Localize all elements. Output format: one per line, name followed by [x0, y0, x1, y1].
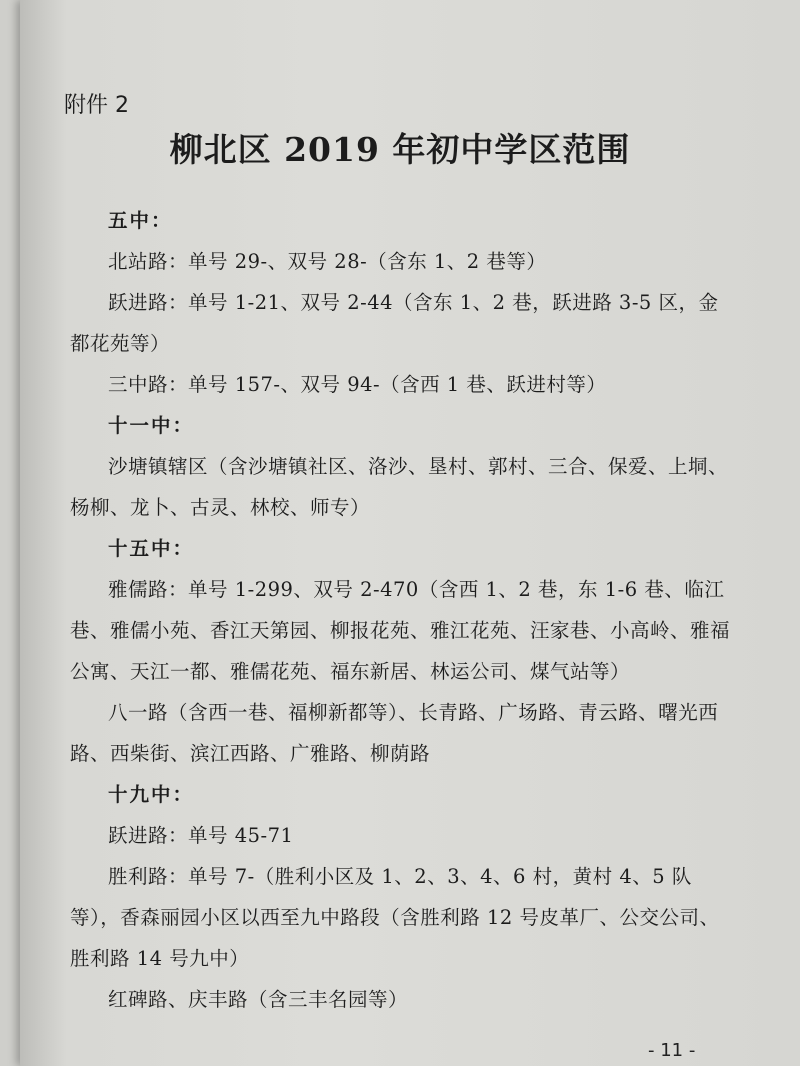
paragraph: 北站路：单号 29-、双号 28-（含东 1、2 巷等） [108, 250, 547, 273]
section-eleven [70, 405, 730, 528]
section-fifteen [70, 528, 730, 774]
section-nineteen [70, 774, 730, 1020]
school-heading: 十九中： [108, 783, 195, 806]
paragraph: 跃进路：单号 45-71 [108, 824, 294, 847]
paragraph: 胜利路：单号 7-（胜利小区及 1、2、3、4、6 村，黄村 4、5 队等），香森丽园小区以西至九中路段（含胜利路 12 号皮革厂、公交公司、胜利路 14 号九中） [70, 865, 720, 970]
paragraph: 跃进路：单号 1-21、双号 2-44（含东 1、2 巷，跃进路 3-5 区，金都花苑等） [70, 291, 719, 355]
attachment-label: 附件 2 [64, 93, 129, 118]
section-five [70, 200, 730, 405]
page-title: 柳北区 2019 年初中学区范围 [169, 130, 631, 169]
document-body [70, 200, 730, 1020]
paragraph: 雅儒路：单号 1-299、双号 2-470（含西 1、2 巷，东 1-6 巷、临江巷、雅儒小苑、香江天第园、柳报花苑、雅江花苑、汪家巷、小高岭、雅福公寓、天江一都、雅儒花苑、福东新居、林运公司、煤气站等） [70, 578, 731, 683]
page-number: - 11 - [648, 1040, 696, 1061]
paragraph: 红碑路、庆丰路（含三丰名园等） [108, 988, 409, 1011]
paragraph: 三中路：单号 157-、双号 94-（含西 1 巷、跃进村等） [108, 373, 607, 396]
school-heading: 十五中： [108, 537, 195, 560]
paragraph: 沙塘镇辖区（含沙塘镇社区、洛沙、垦村、郭村、三合、保爱、上垌、杨柳、龙卜、古灵、林校、师专） [70, 455, 729, 519]
school-heading: 五中： [108, 209, 173, 232]
school-heading: 十一中： [108, 414, 195, 437]
paragraph: 八一路（含西一巷、福柳新都等）、长青路、广场路、青云路、曙光西路、西柴街、滨江西路、广雅路、柳荫路 [70, 701, 719, 765]
